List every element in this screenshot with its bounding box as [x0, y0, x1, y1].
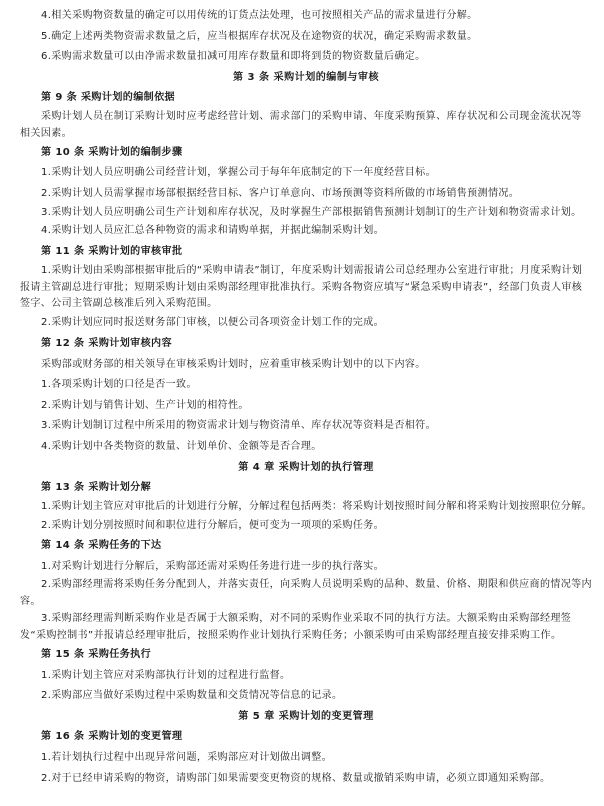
article-14-heading: 第 14 条 采购任务的下达 [41, 540, 162, 552]
chapter-4-heading: 第 4 章 采购计划的执行管理 [238, 461, 374, 473]
article-14-3: 3.采购部经理需判断采购作业是否属于大额采购，对不同的采购作业采取不同的执行方法。大额采购由采购部经理签发“采购控制书”并报请总经理审批后，按照采购作业计划执行采购任务；小额采购可由采购部经理直接安排采购工作。 [20, 613, 572, 642]
article-12-3: 3.采购计划制订过程中所采用的物资需求计划与物资清单、库存状况等资料是否相符。 [41, 420, 436, 432]
article-16-1: 1.若计划执行过程中出现异常问题，采购部应对计划做出调整。 [41, 752, 333, 763]
item-8-5: 5.确定上述两类物资需求数量之后，应当根据库存状况及在途物资的状况，确定采购需求数量。 [41, 30, 478, 42]
article-16-heading: 第 16 条 采购计划的变更管理 [41, 731, 183, 743]
article-12-1: 1.各项采购计划的口径是否一致。 [41, 379, 197, 391]
article-10-1: 1.采购计划人员应明确公司经营计划，掌握公司于每年年底制定的下一年度经营目标。 [41, 167, 436, 179]
chapter-3-heading: 第 3 条 采购计划的编制与审核 [232, 71, 380, 83]
article-12-heading: 第 12 条 采购计划审核内容 [41, 337, 172, 349]
article-15-1: 1.采购计划主管应对采购部执行计划的过程进行监督。 [41, 669, 291, 681]
article-12-2: 2.采购计划与销售计划、生产计划的相符性。 [41, 399, 249, 411]
article-13-1: 1.采购计划主管应对审批后的计划进行分解，分解过程包括两类：将采购计划按照时间分解和将采购计划按照职位分解。 [41, 500, 592, 512]
article-11-1: 1.采购计划由采购部根据审批后的“采购申请表”制订，年度采购计划需报请公司总经理办公室进行审批；月度采购计划报请主管副总进行审批；短期采购计划由采购部经理审批准执行。采购各物资应填写“紧急采购申请表”，经部门负责人审核签字、公司主管副总核准后列入采购范围。 [20, 264, 583, 310]
article-10-heading: 第 10 条 采购计划的编制步骤 [41, 146, 183, 158]
article-12-intro: 采购部或财务部的相关领导在审核采购计划时，应着重审核采购计划中的以下内容。 [41, 358, 426, 370]
article-9-text: 采购计划人员在制订采购计划时应考虑经营计划、需求部门的采购申请、年度采购预算、库存状况和公司现金流状况等相关因素。 [20, 110, 582, 139]
article-9-heading: 第 9 条 采购计划的编制依据 [41, 92, 176, 104]
article-14-1: 1.对采购计划进行分解后，采购部还需对采购任务进行进一步的执行落实。 [41, 560, 384, 572]
article-15-2: 2.采购部应当做好采购过程中采购数量和交货情况等信息的记录。 [41, 690, 343, 702]
article-10-3: 3.采购计划人员应明确公司生产计划和库存状况，及时掌握生产部根据销售预测计划制订的生产计划和物资需求计划。 [41, 206, 582, 218]
article-14-2: 2.采购部经理需将采购任务分配到人，并落实责任，向采购人员说明采购的品种、数量、价格、期限和供应商的情况等内容。 [20, 579, 592, 608]
item-8-6: 6.采购需求数量可以由净需求数量扣减可用库存数量和即将到货的物资数量后确定。 [41, 51, 426, 63]
article-16-2: 2.对于已经申请采购的物资，请购部门如果需要变更物资的规格、数量或撤销采购申请，必须立即通知采购部。 [41, 772, 551, 784]
article-10-2: 2.采购计划人员需掌握市场部根据经营目标、客户订单意向、市场预测等资料所做的市场销售预测情况。 [41, 187, 520, 199]
document-page [20, 6, 592, 789]
article-12-4: 4.采购计划中各类物资的数量、计划单价、金额等是否合理。 [41, 440, 322, 452]
article-13-heading: 第 13 条 采购计划分解 [41, 482, 152, 494]
chapter-5-heading: 第 5 章 采购计划的变更管理 [238, 710, 374, 722]
article-11-2: 2.采购计划应同时报送财务部门审核，以便公司各项资金计划工作的完成。 [41, 317, 384, 329]
article-15-heading: 第 15 条 采购任务执行 [41, 649, 152, 661]
article-11-heading: 第 11 条 采购计划的审核审批 [41, 246, 183, 258]
article-13-2: 2.采购计划分别按照时间和职位进行分解后，便可变为一项项的采购任务。 [41, 519, 384, 531]
item-8-4: 4.相关采购物资数量的确定可以用传统的订货点法处理，也可按照相关产品的需求量进行分解。 [41, 10, 478, 21]
article-10-4: 4.采购计划人员应汇总各种物资的需求和请购单据，并据此编制采购计划。 [41, 225, 384, 237]
